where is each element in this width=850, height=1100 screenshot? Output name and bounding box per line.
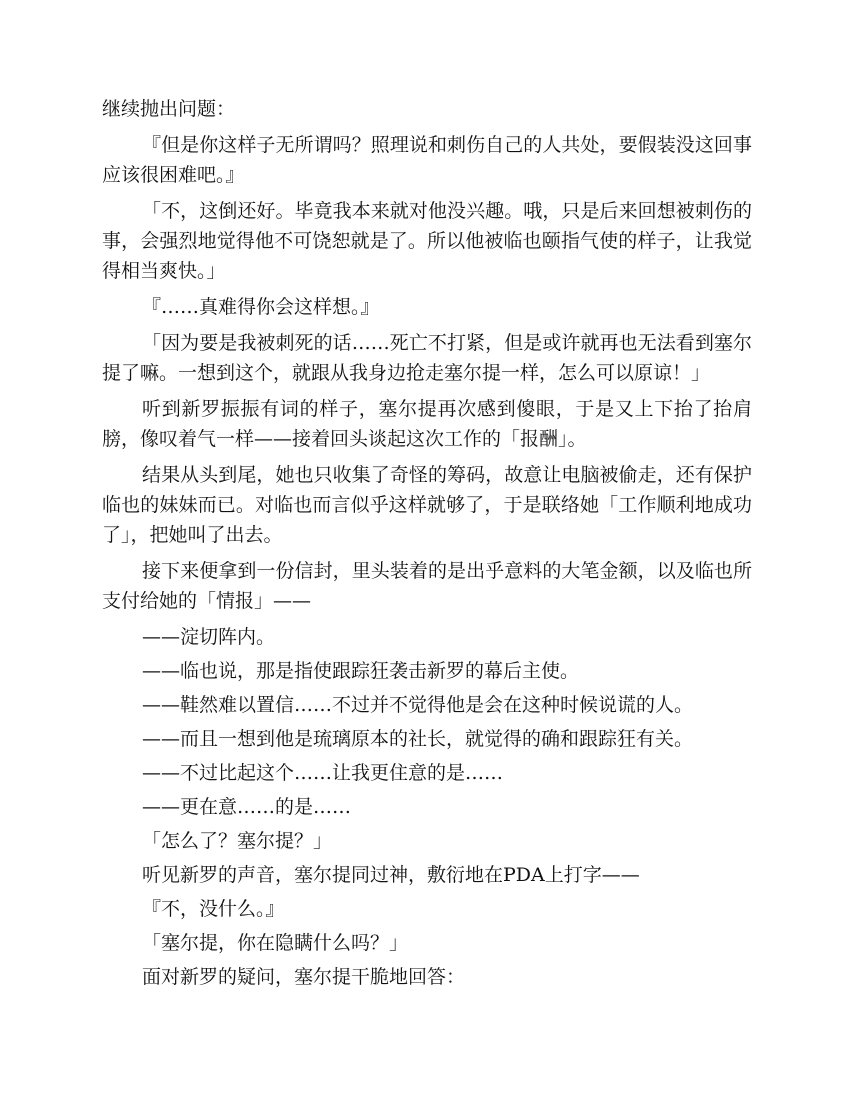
paragraph-8: 接下来便拿到一份信封，里头装着的是出乎意料的大笔金额，以及临也所支付给她的「情报」——	[102, 560, 752, 612]
paragraph-5: 「因为要是我被刺死的话……死亡不打紧，但是或许就再也无法看到塞尔提了嘛。一想到这个，就跟从我身边抢走塞尔提一样，怎么可以原谅！」	[102, 332, 752, 384]
paragraph-15: 「怎么了？塞尔提？」	[142, 830, 333, 852]
paragraph-6: 听到新罗振振有词的样子，塞尔提再次感到傻眼，于是又上下抬了抬肩膀，像叹着气一样——接着回头谈起这次工作的「报酬」。	[102, 398, 752, 450]
paragraph-2: 『但是你这样子无所谓吗？照理说和刺伤自己的人共处，要假装没这回事应该很困难吧。』	[102, 134, 752, 186]
paragraph-4: 『……真难得你会这样想。』	[142, 296, 380, 318]
paragraph-11: ——鞋然难以置信……不过并不觉得他是会在这种时候说谎的人。	[142, 694, 694, 716]
paragraph-3: 「不，这倒还好。毕竟我本来就对他没兴趣。哦，只是后来回想被刺伤的事，会强烈地觉得他不可饶恕就是了。所以他被临也颐指气使的样子，让我觉得相当爽快。」	[102, 200, 752, 282]
paragraph-9: ——淀切阵内。	[142, 626, 276, 648]
paragraph-16: 听见新罗的声音，塞尔提同过神，敷衍地在PDA上打字——	[142, 864, 640, 886]
paragraph-14: ——更在意……的是……	[142, 796, 352, 818]
paragraph-17: 『不，没什么。』	[142, 898, 285, 920]
paragraph-10: ——临也说，那是指使跟踪狂袭击新罗的幕后主使。	[142, 660, 580, 682]
paragraph-7: 结果从头到尾，她也只收集了奇怪的筹码，故意让电脑被偷走，还有保护临也的妹妹而已。对临也而言似乎这样就够了，于是联络她「工作顺利地成功了」，把她叫了出去。	[102, 464, 752, 546]
paragraph-19: 面对新罗的疑问，塞尔提干脆地回答：	[142, 966, 466, 988]
paragraph-13: ——不过比起这个……让我更住意的是……	[142, 762, 504, 784]
paragraph-18: 「塞尔提，你在隐瞒什么吗？」	[142, 932, 409, 954]
paragraph-12: ——而且一想到他是琉璃原本的社长，就觉得的确和跟踪狂有关。	[142, 728, 694, 750]
document-page	[102, 94, 752, 996]
paragraph-1: 继续抛出问题：	[102, 98, 236, 120]
